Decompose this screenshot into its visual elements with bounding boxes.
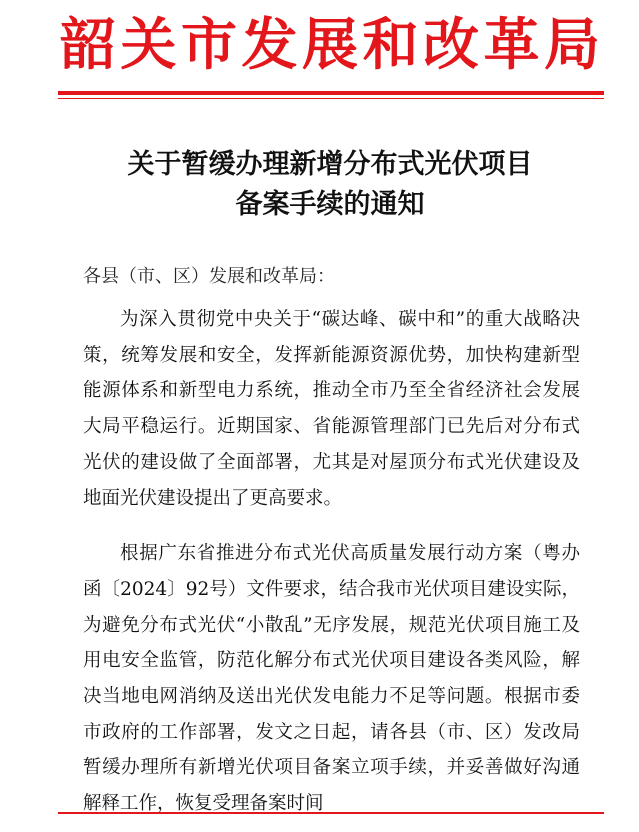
agency-masthead: 韶关市发展和改革局 bbox=[60, 12, 600, 78]
body-paragraph-2: 根据广东省推进分布式光伏高质量发展行动方案（粤办函〔2024〕92号）文件要求，结合我市光伏项目建设实际，为避免分布式光伏“小散乱”无序发展，规范光伏项目施工及用电安全监管，防范化解分布式光伏项目建设各类风险，解决当地电网消纳及送出光伏发电能力不足等问题。根据市委市政府的工作部署，发文之日起，请各县（市、区）发改局暂缓办理所有新增光伏项目备案立项手续，并妥善做好沟通解释工作，恢复受理备案时间 bbox=[83, 543, 580, 815]
body-paragraph-1: 为深入贯彻党中央关于“碳达峰、碳中和”的重大战略决策，统筹发展和安全，发挥新能源资源优势，加快构建新型能源体系和新型电力系统，推动全市乃至全省经济社会发展大局平稳运行。近期国家、省能源管理部门已先后对分布式光伏的建设做了全面部署，尤其是对屋顶分布式光伏建设及地面光伏建设提出了更高要求。 bbox=[83, 309, 580, 509]
notice-title-line-1: 关于暂缓办理新增分布式光伏项目 bbox=[127, 149, 533, 180]
notice-title-line-2: 备案手续的通知 bbox=[235, 189, 425, 220]
notice-title bbox=[60, 145, 600, 225]
header-red-rule bbox=[58, 91, 604, 95]
header-red-rule-thin bbox=[58, 98, 604, 99]
salutation: 各县（市、区）发展和改革局： bbox=[83, 266, 335, 287]
footer-red-rule bbox=[58, 812, 604, 814]
notice-body bbox=[83, 302, 580, 822]
